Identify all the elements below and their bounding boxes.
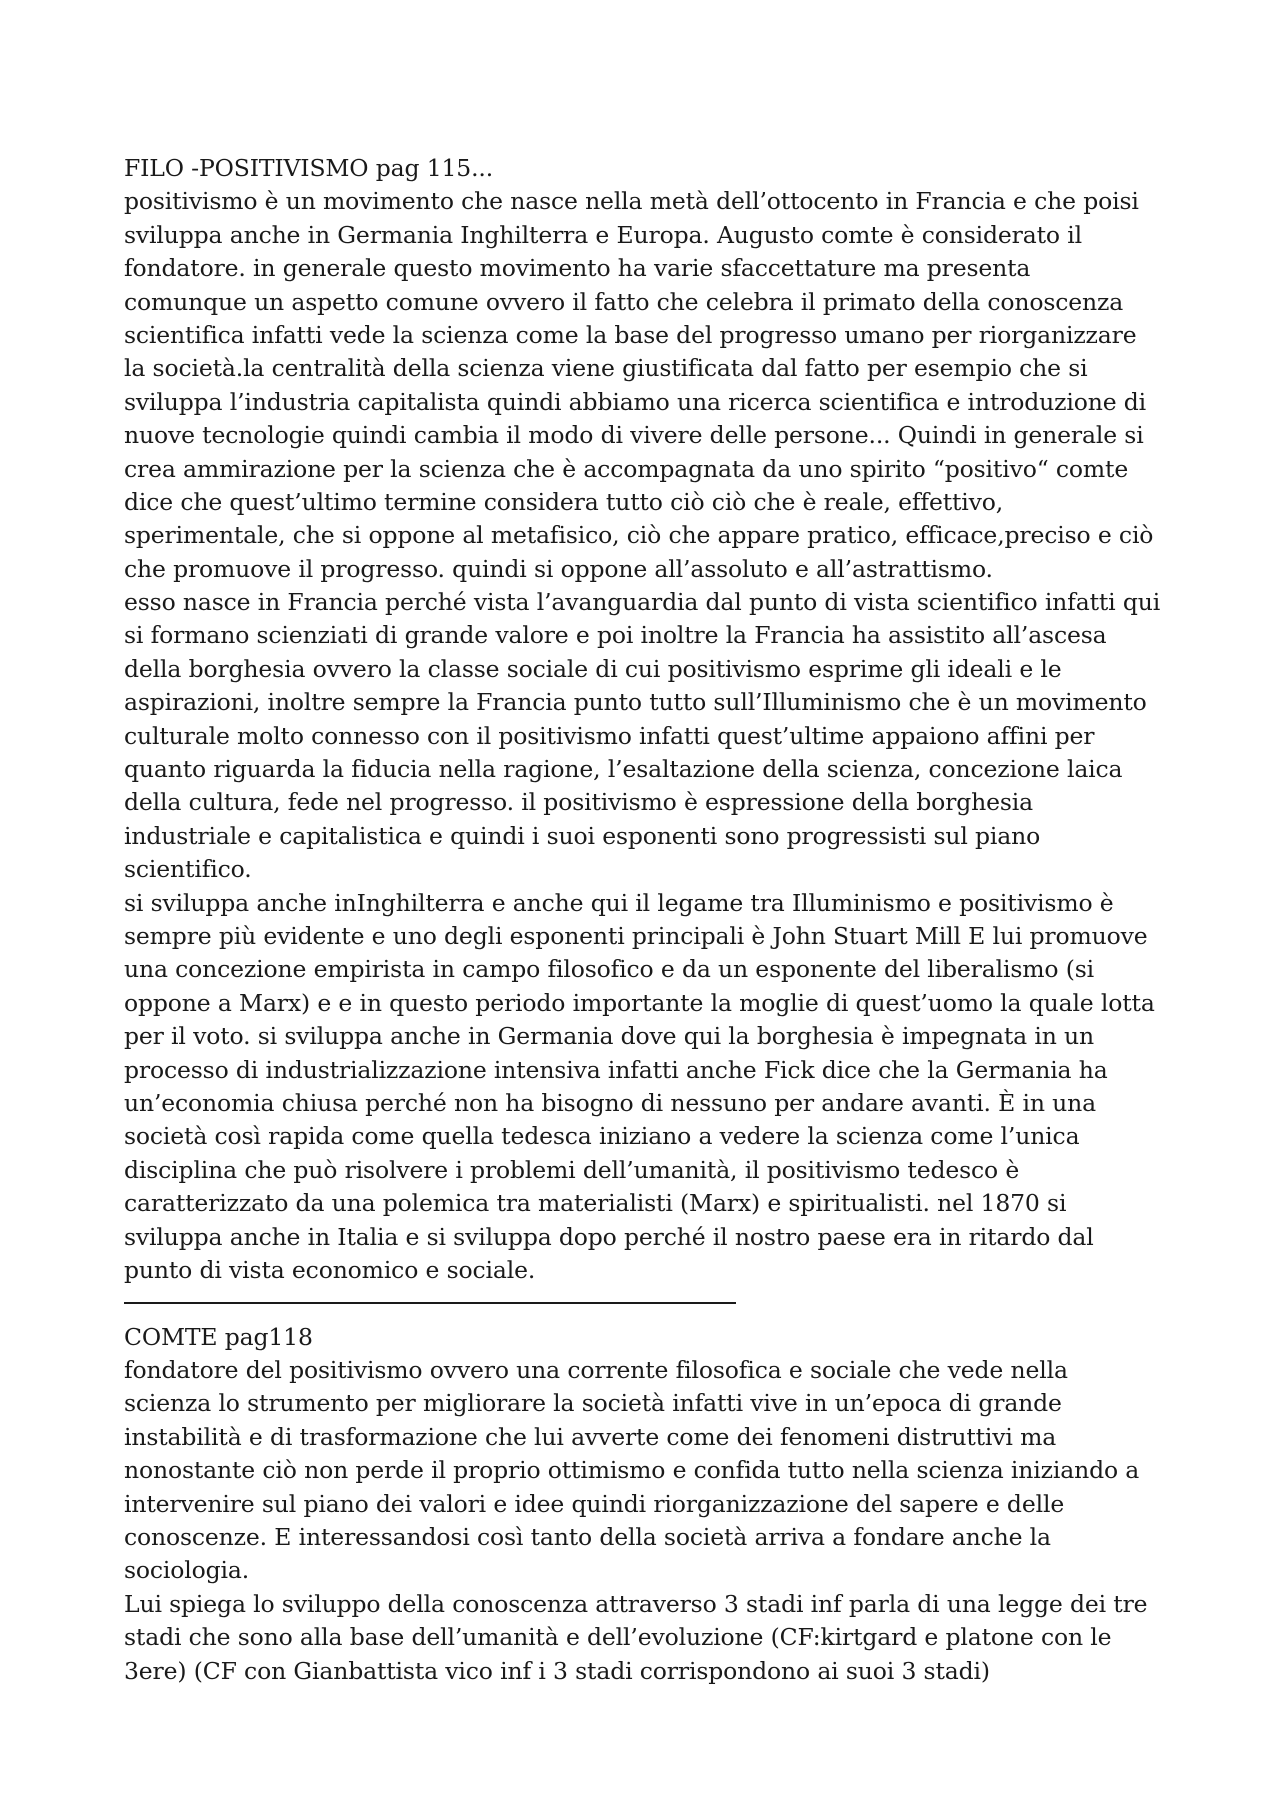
document-body — [124, 152, 1184, 1688]
text-line: sempre più evidente e uno degli esponenti principali è John Stuart Mill E lui promuove — [124, 921, 1148, 950]
text-line: per il voto. si sviluppa anche in Germania dove qui la borghesia è impegnata in un — [124, 1022, 1094, 1051]
text-line: punto di vista economico e sociale. — [124, 1255, 536, 1284]
text-line: si sviluppa anche inInghilterra e anche qui il legame tra Illuminismo e positivismo è — [124, 888, 1114, 917]
text-line: quanto riguarda la fiducia nella ragione, l’esaltazione della scienza, concezione laica — [124, 755, 1123, 784]
text-line: della cultura, fede nel progresso. il positivismo è espressione della borghesia — [124, 788, 1034, 817]
section-heading-comte: COMTE pag118 — [124, 1322, 313, 1351]
text-line: conoscenze. E interessandosi così tanto della società arriva a fondare anche la — [124, 1523, 1051, 1552]
text-line: instabilità e di trasformazione che lui avverte come dei fenomeni distruttivi ma — [124, 1422, 1057, 1451]
text-line: una concezione empirista in campo filosofico e da un esponente del liberalismo (si — [124, 955, 1095, 984]
section-positivismo-text — [124, 185, 1184, 1287]
text-line: nuove tecnologie quindi cambia il modo di vivere delle persone... Quindi in generale si — [124, 421, 1144, 450]
text-line: caratterizzato da una polemica tra materialisti (Marx) e spiritualisti. nel 1870 si — [124, 1189, 1067, 1218]
text-line: nonostante ciò non perde il proprio ottimismo e confida tutto nella scienza iniziando a — [124, 1456, 1140, 1485]
text-line: che promuove il progresso. quindi si oppone all’assoluto e all’astrattismo. — [124, 554, 993, 583]
section-divider — [124, 1287, 1184, 1320]
text-line: scienza lo strumento per migliorare la società infatti vive in un’epoca di grande — [124, 1389, 1062, 1418]
text-line: sviluppa anche in Germania Inghilterra e Europa. Augusto comte è considerato il — [124, 220, 1082, 249]
text-line: scientifica infatti vede la scienza come la base del progresso umano per riorganizzare — [124, 320, 1137, 349]
text-line: industriale e capitalistica e quindi i suoi esponenti sono progressisti sul piano — [124, 821, 1041, 850]
text-line: 3ere) (CF con Gianbattista vico inf i 3 stadi corrispondono ai suoi 3 stadi) — [124, 1656, 990, 1685]
text-line: sperimentale, che si oppone al metafisico, ciò che appare pratico, efficace,preciso e ciò — [124, 521, 1154, 550]
text-line: scientifico. — [124, 855, 252, 884]
text-line: disciplina che può risolvere i problemi dell’umanità, il positivismo tedesco è — [124, 1155, 1020, 1184]
text-line: culturale molto connesso con il positivismo infatti quest’ultime appaiono affini per — [124, 721, 1095, 750]
text-line: comunque un aspetto comune ovvero il fatto che celebra il primato della conoscenza — [124, 287, 1124, 316]
section-heading-positivismo: FILO -POSITIVISMO pag 115... — [124, 154, 494, 182]
text-line: stadi che sono alla base dell’umanità e dell’evoluzione (CF:kirtgard e platone con le — [124, 1623, 1112, 1652]
text-line: della borghesia ovvero la classe sociale di cui positivismo esprime gli ideali e le — [124, 654, 1062, 683]
text-line: crea ammirazione per la scienza che è accompagnata da uno spirito “positivo“ comte — [124, 454, 1129, 483]
text-line: sviluppa anche in Italia e si sviluppa dopo perché il nostro paese era in ritardo dal — [124, 1222, 1094, 1251]
text-line: sviluppa l’industria capitalista quindi abbiamo una ricerca scientifica e introduzione di — [124, 387, 1147, 416]
section-comte-text — [124, 1354, 1184, 1688]
text-line: dice che quest’ultimo termine considera tutto ciò ciò che è reale, effettivo, — [124, 487, 1004, 516]
divider-rule — [124, 1302, 736, 1304]
text-line: sociologia. — [124, 1556, 250, 1585]
text-line: oppone a Marx) e e in questo periodo importante la moglie di quest’uomo la quale lotta — [124, 988, 1155, 1017]
text-line: la società.la centralità della scienza viene giustificata dal fatto per esempio che si — [124, 354, 1088, 383]
text-line: un’economia chiusa perché non ha bisogno di nessuno per andare avanti. È in una — [124, 1088, 1096, 1117]
text-line: intervenire sul piano dei valori e idee quindi riorganizzazione del sapere e delle — [124, 1489, 1065, 1518]
text-line: fondatore. in generale questo movimento ha varie sfaccettature ma presenta — [124, 254, 1031, 283]
text-line: si formano scienziati di grande valore e poi inoltre la Francia ha assistito all’ascesa — [124, 621, 1107, 650]
text-line: Lui spiega lo sviluppo della conoscenza attraverso 3 stadi inf parla di una legge dei tre — [124, 1589, 1148, 1618]
text-line: positivismo è un movimento che nasce nella metà dell’ottocento in Francia e che poisi — [124, 187, 1139, 216]
text-line: società così rapida come quella tedesca iniziano a vedere la scienza come l’unica — [124, 1122, 1080, 1151]
text-line: esso nasce in Francia perché vista l’avanguardia dal punto di vista scientifico infatti qui — [124, 588, 1161, 617]
text-line: processo di industrializzazione intensiva infatti anche Fick dice che la Germania ha — [124, 1055, 1108, 1084]
text-line: fondatore del positivismo ovvero una corrente filosofica e sociale che vede nella — [124, 1356, 1068, 1385]
text-line: aspirazioni, inoltre sempre la Francia punto tutto sull’Illuminismo che è un movimento — [124, 688, 1147, 717]
